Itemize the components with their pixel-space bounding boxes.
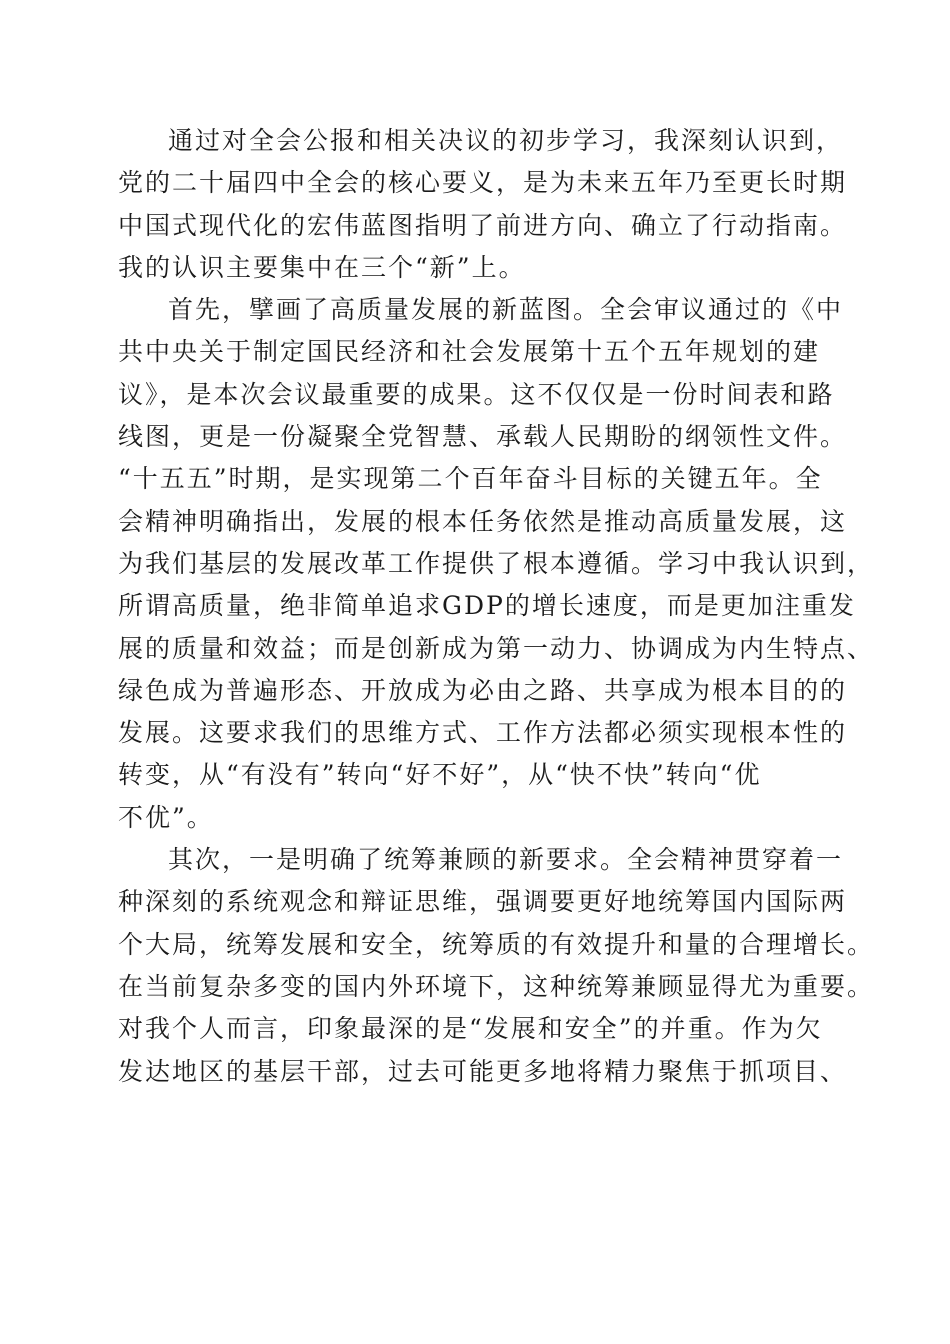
text-line: 个大局，统筹发展和安全，统筹质的有效提升和量的合理增长。 xyxy=(118,929,875,959)
text-line: 我的认识主要集中在三个“新”上。 xyxy=(118,252,526,282)
text-line: 共中央关于制定国民经济和社会发展第十五个五年规划的建 xyxy=(118,337,821,367)
text-line: 对我个人而言，印象最深的是“发展和安全”的并重。作为欠 xyxy=(118,1014,823,1044)
text-line: 种深刻的系统观念和辩证思维，强调要更好地统筹国内国际两 xyxy=(118,887,848,917)
text-line: 不优”。 xyxy=(118,802,214,832)
text-line: 在当前复杂多变的国内外环境下，这种统筹兼顾显得尤为重要。 xyxy=(118,971,875,1001)
text-line: 转变，从“有没有”转向“好不好”，从“快不快”转向“优 xyxy=(118,760,762,790)
paragraph-3 xyxy=(118,839,875,1093)
text-line: 为我们基层的发展改革工作提供了根本遵循。学习中我认识到， xyxy=(118,548,875,578)
text-line: 线图，更是一份凝聚全党智慧、承载人民期盼的纲领性文件。 xyxy=(118,422,848,452)
document-body xyxy=(118,120,875,1093)
text-line: 绿色成为普遍形态、开放成为必由之路、共享成为根本目的的 xyxy=(118,675,848,705)
text-line: “十五五”时期，是实现第二个百年奋斗目标的关键五年。全 xyxy=(118,464,823,494)
text-line: 会精神明确指出，发展的根本任务依然是推动高质量发展，这 xyxy=(118,506,848,536)
text-line: 所谓高质量，绝非简单追求GDP的增长速度，而是更加注重发 xyxy=(118,591,856,621)
text-line: 通过对全会公报和相关决议的初步学习，我深刻认识到， xyxy=(168,126,844,155)
text-line: 首先，擘画了高质量发展的新蓝图。全会审议通过的《中 xyxy=(168,295,844,325)
text-line: 展的质量和效益；而是创新成为第一动力、协调成为内生特点、 xyxy=(118,633,875,663)
text-line: 议》，是本次会议最重要的成果。这不仅仅是一份时间表和路 xyxy=(118,379,835,409)
paragraph-2 xyxy=(118,289,875,839)
text-line: 发达地区的基层干部，过去可能更多地将精力聚焦于抓项目、 xyxy=(118,1056,848,1086)
text-line: 党的二十届四中全会的核心要义，是为未来五年乃至更长时期 xyxy=(118,168,848,198)
text-line: 发展。这要求我们的思维方式、工作方法都必须实现根本性的 xyxy=(118,718,848,748)
text-line: 其次，一是明确了统筹兼顾的新要求。全会精神贯穿着一 xyxy=(168,845,844,875)
text-line: 中国式现代化的宏伟蓝图指明了前进方向、确立了行动指南。 xyxy=(118,210,848,240)
paragraph-1 xyxy=(118,120,848,289)
